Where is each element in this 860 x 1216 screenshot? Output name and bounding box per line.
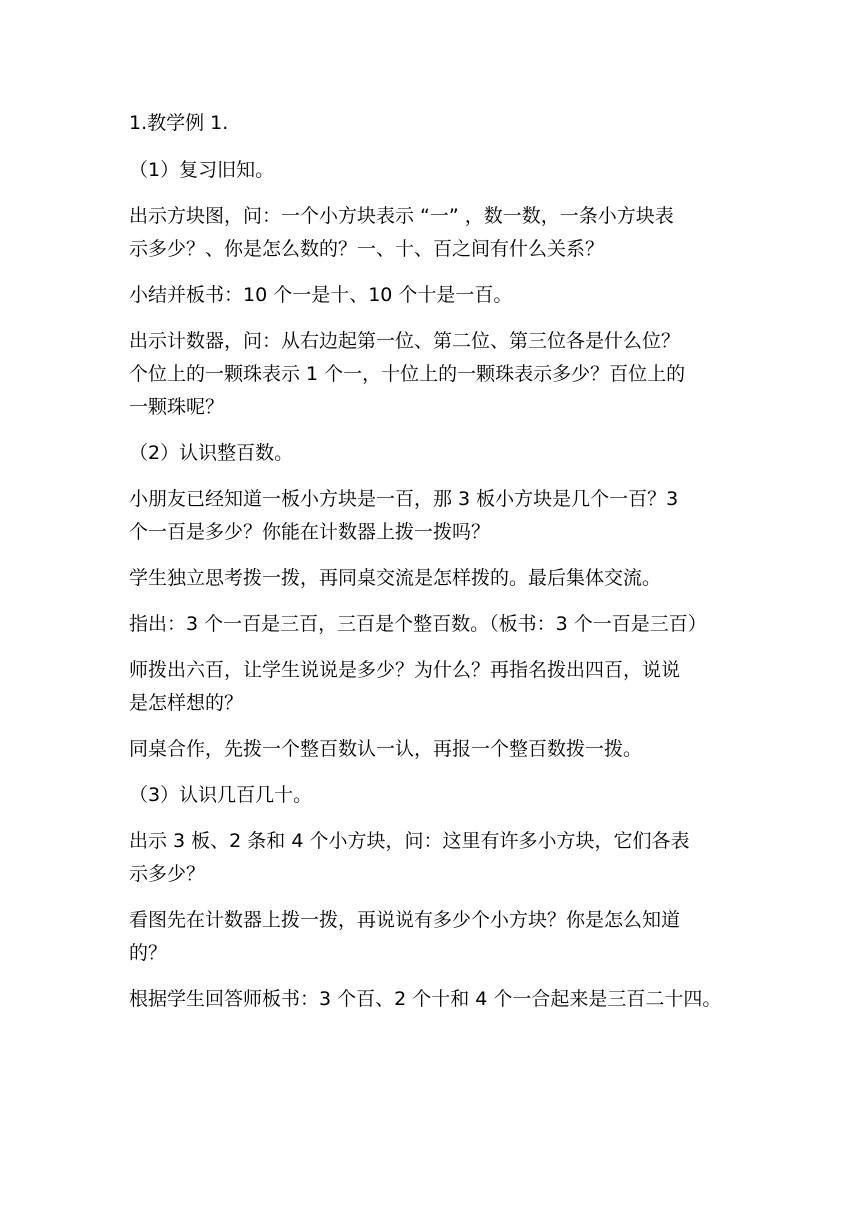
paragraph	[129, 200, 759, 266]
paragraph-line: 个一百是多少？你能在计数器上拨一拨吗？	[129, 521, 491, 543]
paragraph-line: （3）认识几百几十。	[129, 784, 313, 806]
paragraph-list	[129, 154, 759, 1016]
paragraph-line: 出示方块图，问：一个小方块表示 “一” ，数一数，一条小方块表	[129, 205, 674, 227]
paragraph	[129, 279, 759, 312]
paragraph	[129, 983, 759, 1016]
paragraph	[129, 904, 759, 970]
paragraph	[129, 325, 759, 424]
paragraph	[129, 437, 759, 470]
paragraph-line: 示多少？	[129, 863, 206, 885]
paragraph	[129, 154, 759, 187]
paragraph-line: 学生独立思考拨一拨，再同桌交流是怎样拨的。最后集体交流。	[129, 567, 662, 589]
paragraph	[129, 608, 759, 641]
paragraph-line: 个位上的一颗珠表示 1 个一，十位上的一颗珠表示多少？百位上的	[129, 363, 686, 385]
paragraph	[129, 562, 759, 595]
paragraph-line: 同桌合作，先拨一个整百数认一认，再报一个整百数拨一拨。	[129, 738, 643, 760]
document-body	[129, 107, 759, 1029]
paragraph	[129, 483, 759, 549]
paragraph-line: 看图先在计数器上拨一拨，再说说有多少个小方块？你是怎么知道	[129, 909, 681, 931]
paragraph-line: 的？	[129, 942, 168, 964]
paragraph	[129, 825, 759, 891]
paragraph-line: 一颗珠呢？	[129, 396, 225, 418]
paragraph	[129, 733, 759, 766]
paragraph-line: 是怎样想的？	[129, 692, 244, 714]
paragraph-line: 小朋友已经知道一板小方块是一百，那 3 板小方块是几个一百？3	[129, 488, 679, 510]
paragraph-line: 小结并板书：10 个一是十、10 个十是一百。	[129, 284, 513, 306]
paragraph-line: 师拨出六百，让学生说说是多少？为什么？再指名拨出四百，说说	[129, 659, 681, 681]
paragraph-line: 指出：3 个一百是三百，三百是个整百数。（板书：3 个一百是三百）	[129, 613, 707, 635]
paragraph-line: 示多少？、你是怎么数的？一、十、百之间有什么关系？	[129, 238, 605, 260]
paragraph	[129, 654, 759, 720]
paragraph-line: （2）认识整百数。	[129, 442, 294, 464]
paragraph-line: 出示 3 板、2 条和 4 个小方块，问：这里有许多小方块，它们各表	[129, 830, 690, 852]
section-title: 1.教学例 1.	[129, 112, 229, 134]
paragraph-line: 根据学生回答师板书：3 个百、2 个十和 4 个一合起来是三百二十四。	[129, 988, 722, 1010]
paragraph-line: （1）复习旧知。	[129, 159, 275, 181]
paragraph-line: 出示计数器，问：从右边起第一位、第二位、第三位各是什么位？	[129, 330, 681, 352]
paragraph	[129, 779, 759, 812]
